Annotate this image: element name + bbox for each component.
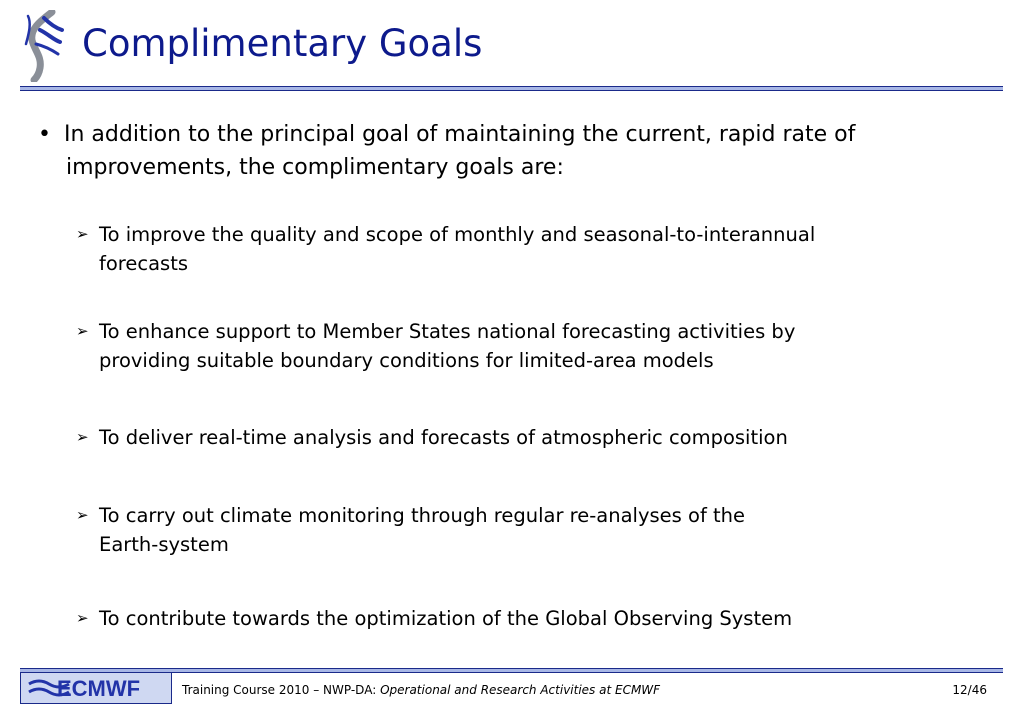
arrow-bullet-icon: ➢ — [76, 506, 89, 524]
sub-bullet-composition — [76, 423, 991, 452]
footer-course-text — [182, 683, 660, 697]
sub-bullet-line1: To carry out climate monitoring through regular re-analyses of the — [99, 504, 746, 527]
sub-bullet-quality-scope — [76, 220, 991, 278]
sub-bullet-climate-monitoring — [76, 501, 991, 559]
ecmwf-emblem-icon — [22, 10, 64, 82]
slide-title: Complimentary Goals — [82, 22, 483, 65]
ecmwf-footer-logo — [20, 672, 172, 704]
arrow-bullet-icon: ➢ — [76, 322, 89, 340]
sub-bullet-line2: Earth-system — [99, 533, 229, 556]
sub-bullet-observing-system — [76, 604, 991, 633]
page-number: 12/46 — [952, 683, 987, 697]
sub-bullet-line2: forecasts — [99, 252, 189, 275]
sub-bullet-line1: To contribute towards the optimization of the Global Observing System — [99, 607, 793, 630]
sub-bullet-member-states — [76, 317, 991, 375]
bullet-dot-icon: • — [38, 122, 51, 147]
logo-wordmark: ECMWF — [57, 676, 141, 701]
arrow-bullet-icon: ➢ — [76, 609, 89, 627]
ecmwf-wordmark-icon — [21, 673, 171, 703]
main-bullet — [38, 118, 968, 184]
sub-bullet-line2: providing suitable boundary conditions for limited-area models — [99, 349, 714, 372]
sub-bullet-line1: To enhance support to Member States national forecasting activities by — [99, 320, 796, 343]
arrow-bullet-icon: ➢ — [76, 428, 89, 446]
footer-prefix: Training Course 2010 – NWP-DA: — [182, 683, 381, 697]
footer-italic: Operational and Research Activities at ECMWF — [380, 683, 661, 697]
sub-bullet-line1: To deliver real-time analysis and forecasts of atmospheric composition — [99, 426, 788, 449]
main-bullet-text: In addition to the principal goal of maintaining the current, rapid rate of improvements, the complimentary goals are: — [64, 122, 856, 180]
arrow-bullet-icon: ➢ — [76, 225, 89, 243]
sub-bullet-line1: To improve the quality and scope of monthly and seasonal-to-interannual — [99, 223, 816, 246]
title-divider — [20, 86, 1003, 91]
